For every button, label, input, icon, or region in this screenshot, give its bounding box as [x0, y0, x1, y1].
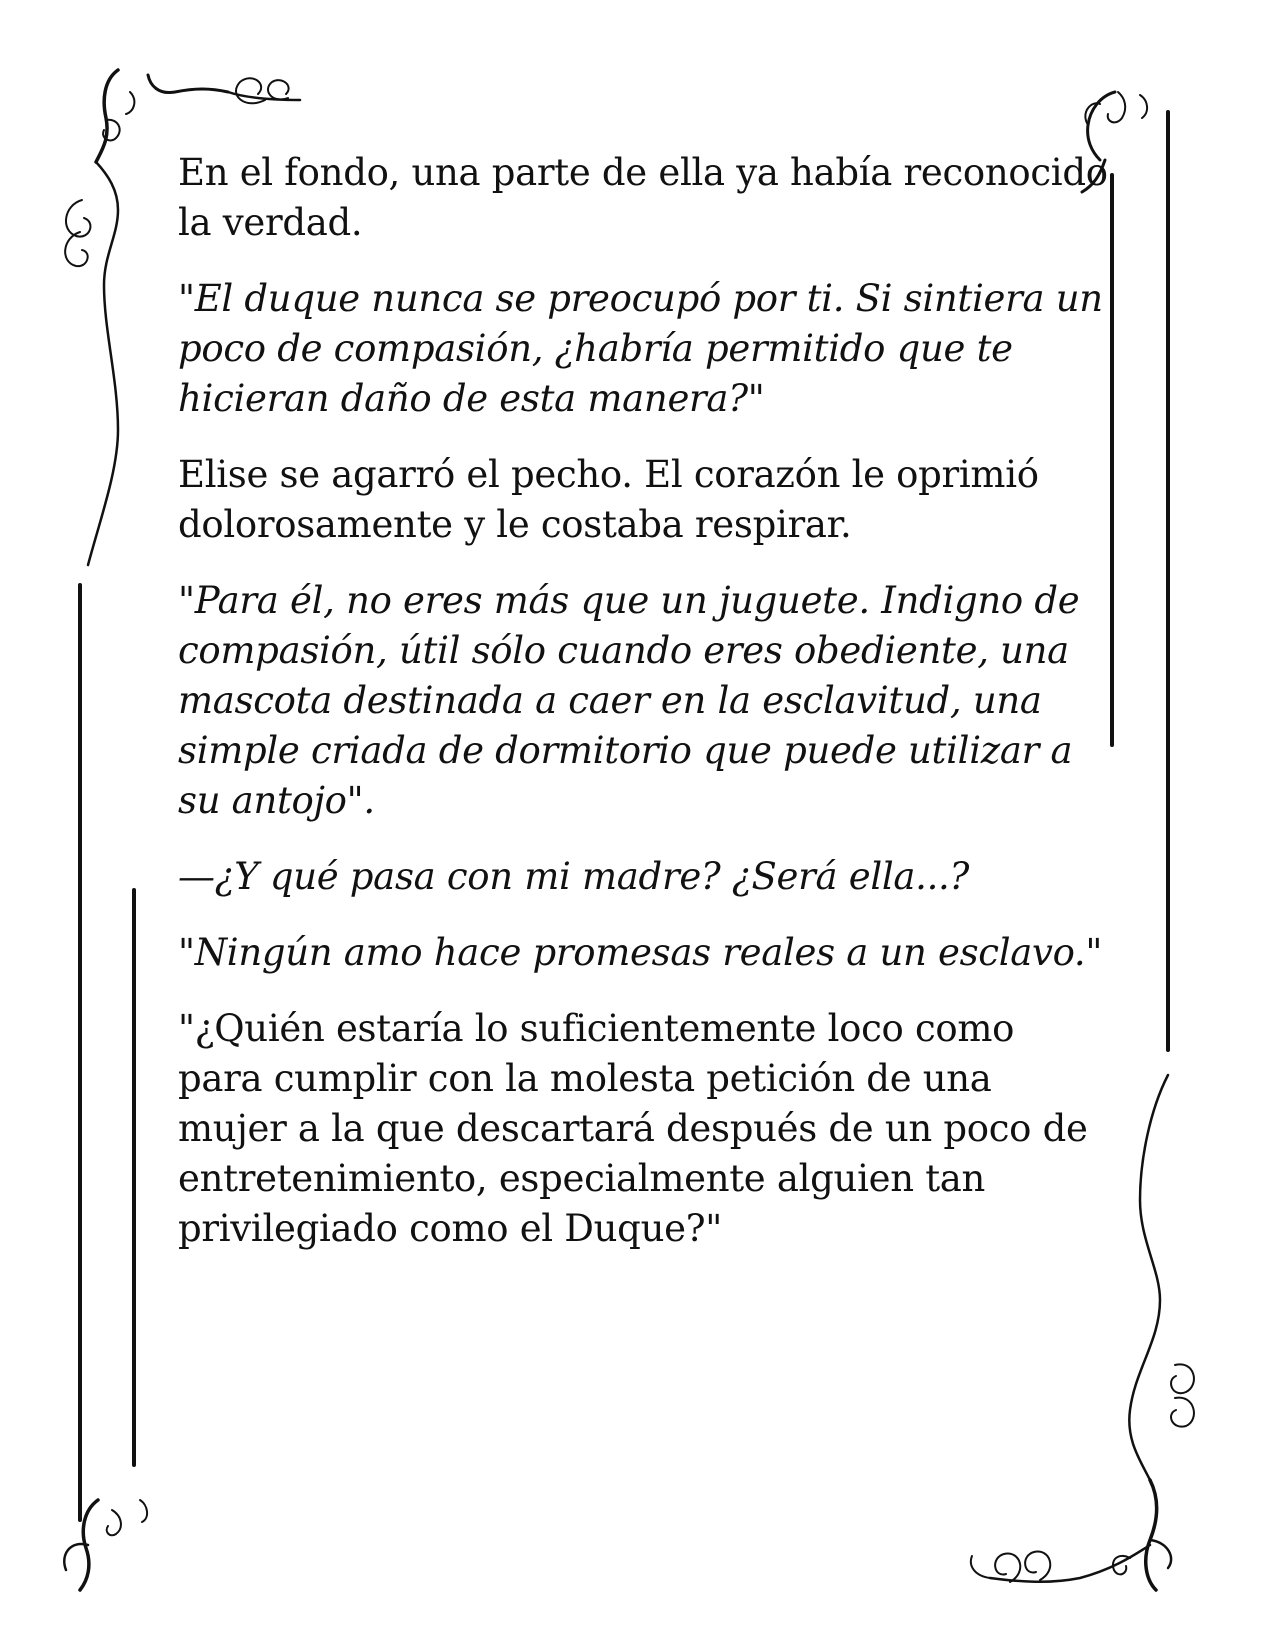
paragraph-narration: Elise se agarró el pecho. El corazón le oprimió dolorosamente y le costaba respirar. — [178, 453, 1039, 546]
paragraph-inner-voice: "Ningún amo hace promesas reales a un esclavo." — [178, 931, 1103, 974]
document-body — [178, 148, 1108, 1280]
paragraph-inner-voice: "El duque nunca se preocupó por ti. Si sintiera un poco de compasión, ¿habría permitido que te hicieran daño de esta manera?" — [178, 277, 1103, 420]
paragraph-inner-voice: "Para él, no eres más que un juguete. Indigno de compasión, útil sólo cuando eres obediente, una mascota destinada a caer en la esclavitud, una simple criada de dormitorio que puede utilizar a su antojo". — [178, 579, 1080, 822]
paragraph-dialogue: —¿Y qué pasa con mi madre? ¿Será ella...? — [178, 855, 970, 898]
paragraph-quote: "¿Quién estaría lo suficientemente loco como para cumplir con la molesta petición de una mujer a la que descartará después de un poco de entretenimiento, especialmente alguien tan privilegiado como el Duque?" — [178, 1007, 1088, 1250]
bottom-left-flourish-icon — [64, 890, 147, 1590]
paragraph-narration: En el fondo, una parte de ella ya había reconocido la verdad. — [178, 151, 1108, 244]
